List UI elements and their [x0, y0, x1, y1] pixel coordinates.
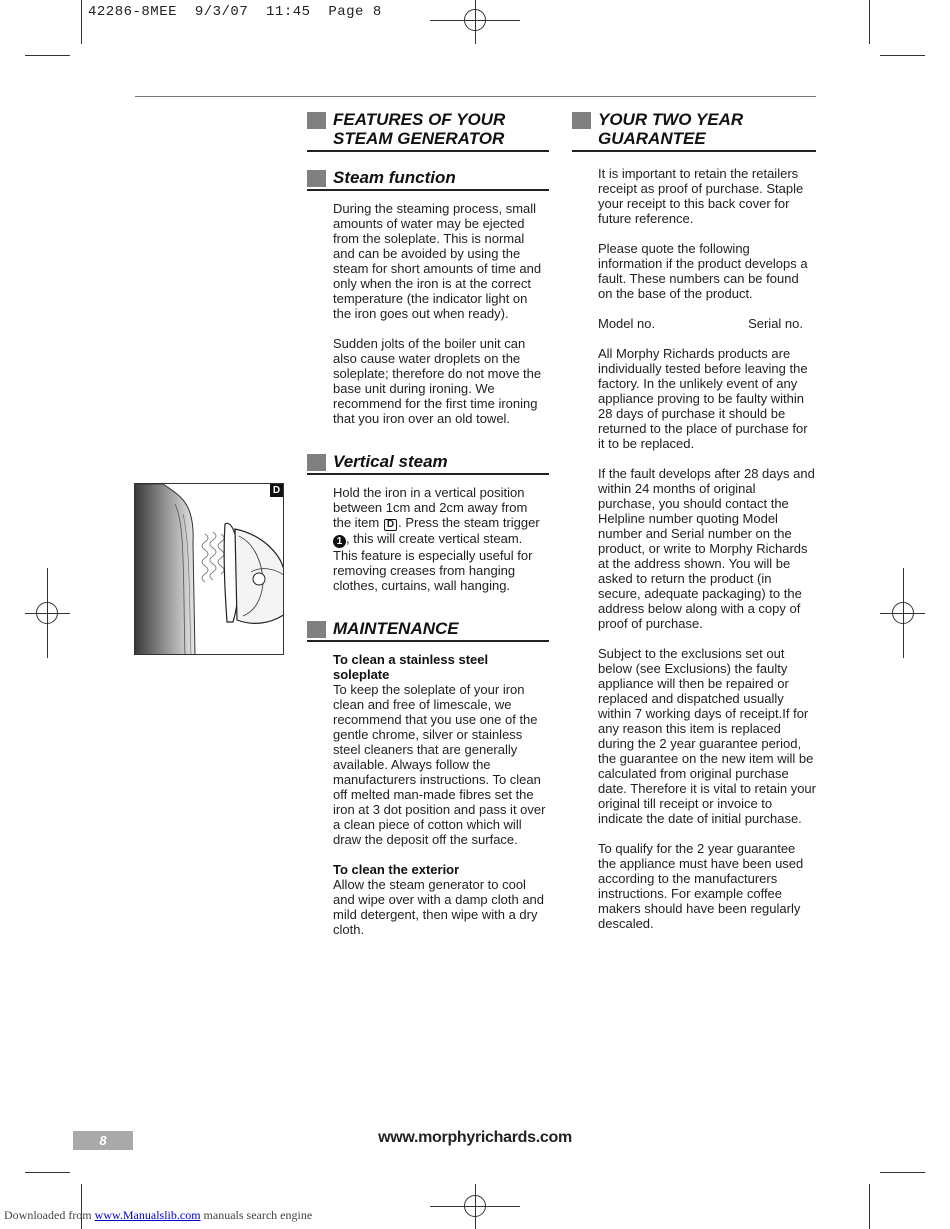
- heading-text: MAINTENANCE: [333, 619, 459, 638]
- maintenance-soleplate: [333, 652, 549, 847]
- left-column: [307, 110, 549, 952]
- paragraph: If the fault develops after 28 days and within 24 months of original purchase, you should contact the Helpline number quoting Model number and Serial number on the product, or write to Morphy Richards at the address shown. You will be asked to return the product (in secure, adequate packaging) to the address below along with a copy of proof of purchase.: [598, 466, 815, 631]
- section-heading-features: [307, 110, 549, 152]
- text-span: Hold the iron in a vertical position between 1cm and 2cm away from the item: [333, 485, 528, 530]
- heading-line: YOUR TWO YEAR: [598, 110, 744, 129]
- vertical-steam-paragraph: [333, 485, 549, 593]
- paragraph: All Morphy Richards products are individually tested before leaving the factory. In the unlikely event of any appliance proving to be faulty within 28 days of purchase it should be returned to the place of purchase for it to be replaced.: [598, 346, 808, 451]
- text-span: , this will create vertical steam. This feature is especially useful for removing creases from hanging clothes, curtains, wall hanging.: [333, 531, 533, 593]
- manualslib-link[interactable]: www.Manualslib.com: [94, 1208, 201, 1222]
- paragraph: Subject to the exclusions set out below (see Exclusions) the faulty appliance will then be repaired or replaced and dispatched usually within 7 working days of receipt.If for any reason this item is replaced during the 2 year guarantee period, the guarantee on the new item will be calculated from original purchase date. Therefore it is vital to retain your original till receipt or invoice to indicate the date of initial purchase.: [598, 646, 816, 826]
- section-heading-steam-function: [307, 168, 549, 191]
- subheading: To clean the exterior: [333, 862, 460, 877]
- paragraph: During the steaming process, small amounts of water may be ejected from the soleplate. This is normal and can be avoided by using the steam for short amounts of time and only when the iron is at the correct temperature (the indicator light on the iron goes out when ready).: [333, 201, 542, 321]
- model-label: Model no.: [598, 316, 656, 331]
- website-url: www.morphyrichards.com: [378, 1129, 572, 1146]
- serial-label: Serial no.: [748, 316, 803, 331]
- heading-square-icon: [572, 112, 591, 129]
- paragraph: Allow the steam generator to cool and wipe over with a damp cloth and mild detergent, then wipe with a dry cloth.: [333, 877, 545, 937]
- heading-line: GUARANTEE: [598, 129, 706, 148]
- page-number: 8: [73, 1131, 133, 1150]
- iron-illustration: [135, 484, 284, 655]
- maintenance-exterior: [333, 862, 549, 937]
- heading-text: Steam function: [333, 168, 456, 187]
- figure-label: D: [270, 484, 283, 497]
- section-heading-vertical-steam: [307, 452, 549, 475]
- model-serial-row: [598, 316, 803, 331]
- heading-text: Vertical steam: [333, 452, 448, 471]
- heading-square-icon: [307, 454, 326, 471]
- heading-square-icon: [307, 170, 326, 187]
- top-rule: [135, 96, 816, 97]
- paragraph: It is important to retain the retailers receipt as proof of purchase. Staple your receipt to this back cover for future reference.: [598, 166, 804, 226]
- section-heading-guarantee: [572, 110, 816, 152]
- section-heading-maintenance: [307, 619, 549, 642]
- heading-square-icon: [307, 621, 326, 638]
- paragraph: To keep the soleplate of your iron clean and free of limescale, we recommend that you use one of the gentle chrome, silver or stainless steel cleaners that are generally available. Always follow the manufacturers instructions. To clean off melted man-made fibres set the iron at 3 dot position and pass it over a clean piece of cotton which will draw the deposit off the surface.: [333, 682, 546, 847]
- download-suffix: manuals search engine: [200, 1208, 313, 1222]
- right-column: [572, 110, 816, 946]
- heading-square-icon: [307, 112, 326, 129]
- callout-number-1: 1: [333, 535, 346, 548]
- text-span: . Press the steam trigger: [398, 515, 540, 530]
- download-prefix: Downloaded from: [4, 1208, 95, 1222]
- paragraph: To qualify for the 2 year guarantee the appliance must have been used according to the manufacturers instructions. For example coffee makers should have been regularly descaled.: [598, 841, 804, 931]
- figure-vertical-steam: [134, 483, 284, 655]
- subheading: To clean a stainless steel: [333, 652, 489, 667]
- paragraph: Please quote the following information if the product develops a fault. These numbers can be found on the base of the product.: [598, 241, 808, 301]
- heading-line: STEAM GENERATOR: [333, 129, 505, 148]
- download-credit: [4, 1208, 312, 1223]
- heading-line: FEATURES OF YOUR: [333, 110, 506, 129]
- subheading: soleplate: [333, 667, 390, 682]
- paragraph: Sudden jolts of the boiler unit can also cause water droplets on the soleplate; therefore do not move the base unit during ironing. We recommend for the first time ironing that you iron over an old towel.: [333, 336, 542, 426]
- figure-ref-d: D: [384, 519, 397, 531]
- print-slug: 42286-8MEE 9/3/07 11:45 Page 8: [88, 4, 382, 20]
